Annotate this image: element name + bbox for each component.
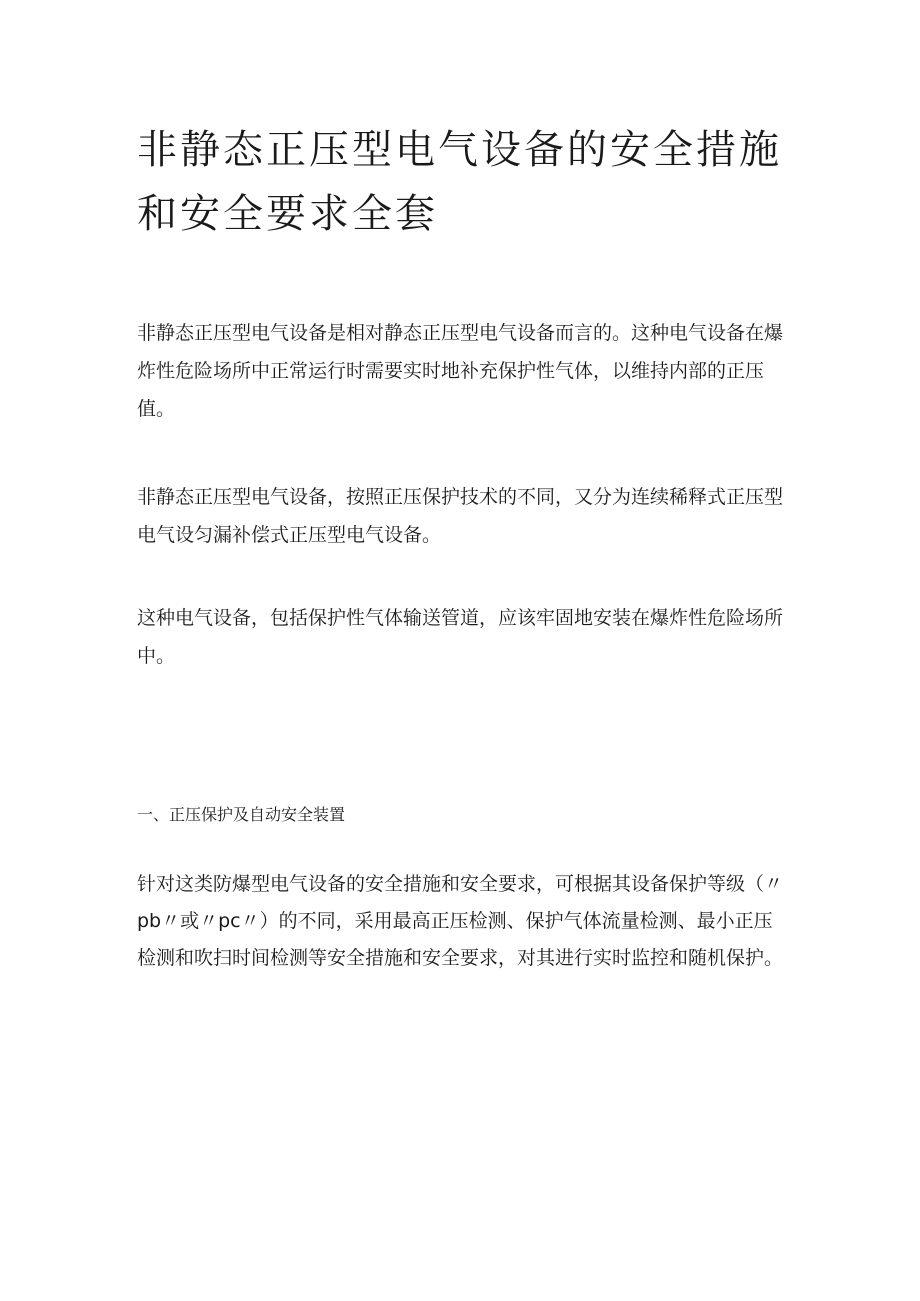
paragraph-types: 非静态正压型电气设备，按照正压保护技术的不同，又分为连续稀释式正压型电气设匀漏补偿式正压型电气设备。 bbox=[137, 486, 784, 546]
paragraph-intro: 非静态正压型电气设备是相对静态正压型电气设备而言的。这种电气设备在爆炸性危险场所中正常运行时需要实时地补充保护性气体，以维持内部的正压值。 bbox=[137, 322, 784, 420]
section-heading: 一、正压保护及自动安全装置 bbox=[137, 805, 346, 824]
paragraph-installation: 这种电气设备，包括保护性气体输送管道，应该牢固地安装在爆炸性危险场所中。 bbox=[137, 607, 784, 667]
paragraph-safety-measures: 针对这类防爆型电气设备的安全措施和安全要求，可根据其设备保护等级（〃pb〃或〃pc〃）的不同，采用最高正压检测、保护气体流量检测、最小正压检测和吹扫时间检测等安全措施和安全要求，对其进行实时监控和随机保护。 bbox=[137, 873, 784, 969]
document-title: 非静态正压型电气设备的安全措施和安全要求全套 bbox=[137, 127, 782, 237]
